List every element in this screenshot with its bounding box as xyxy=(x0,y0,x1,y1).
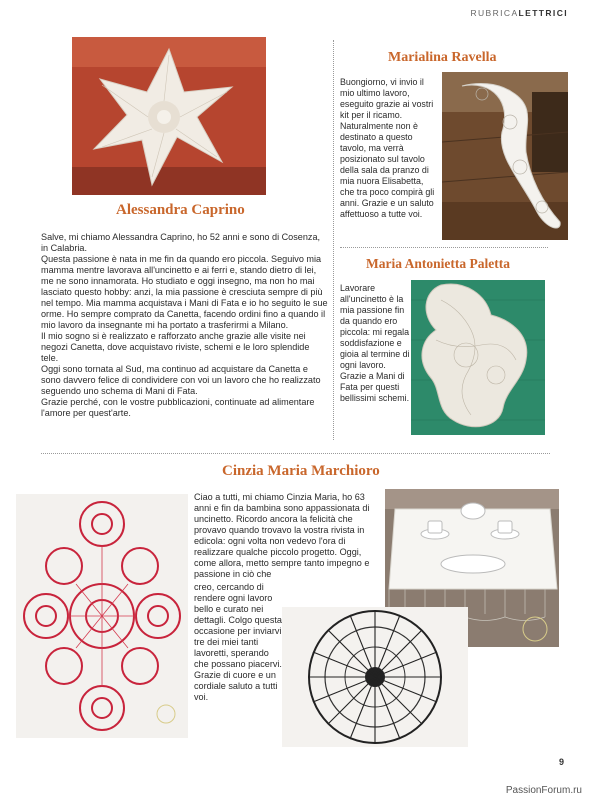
letter-caprino-p2: Questa passione è nata in me fin da quando ero piccola. Seguivo mia mamma mentre lavorava all'uncinetto e ai ferri e, stando dietro di lei, me ne sono innamorata. Ho studiato e oggi insegno, ma non ho mai lasciato questo hobby: anzi, la mia passione è cresciuta sempre di più nel tempo. Mia mamma acquistava i Mani di Fata e io ho seguito le sue orme. Ho sempre comprato da Canetta, facendo ordini fino a quando il mio lavoro da insegnante mi ha portato a trasferirmi a Milano. xyxy=(41,254,328,330)
footer-watermark: PassionForum.ru xyxy=(505,785,582,796)
rubrica-label-bold: LETTRICI xyxy=(518,8,568,18)
column-divider xyxy=(333,40,334,440)
letter-caprino-p3: Il mio sogno si è realizzato e rafforzato anche grazie alle visite nei negozi Canetta, dove acquistavo riviste, schemi e le loro splendide tele. xyxy=(41,331,310,363)
rubrica-label-light: RUBRICA xyxy=(470,8,519,18)
photo-star-doily xyxy=(72,37,266,195)
photo-black-doily xyxy=(282,607,468,747)
author-name-caprino: Alessandra Caprino xyxy=(116,202,245,218)
letter-paletta: Lavorare all'uncinetto è la mia passione fin da quando ero piccola: mi regala soddisfazione e gioia al termine di ogni lavoro. Grazie a Mani di Fata per questi bellissimi schemi. xyxy=(340,283,410,403)
author-name-ravella: Marialina Ravella xyxy=(388,50,497,65)
letter-marchioro-top: Ciao a tutti, mi chiamo Cinzia Maria, ho 63 anni e fin da bambina sono appassionata di uncinetto. Ricordo ancora la felicità che provavo quando trovavo la vostra rivista in edicola: ogni volta non vedevo l'ora di realizzare qualche piccolo progetto. Oggi, come allora, metto sempre tanto impegno e passione in ciò che xyxy=(194,492,370,579)
photo-filet-doily xyxy=(411,280,545,435)
letter-caprino-p1: Salve, mi chiamo Alessandra Caprino, ho 52 anni e sono di Cosenza, in Calabria. xyxy=(41,232,321,253)
page-number: 9 xyxy=(558,757,564,767)
letter-marchioro-narrow: creo, cercando di rendere ogni lavoro bello e curato nei dettagli. Colgo questa occasione per inviarvi tre dei miei tanti lavoretti, sperando che possano piacervi. Grazie di cuore e un cordiale saluto a tutti voi. xyxy=(194,582,282,702)
rubrica-header xyxy=(470,8,568,18)
letter-ravella: Buongiorno, vi invio il mio ultimo lavoro, eseguito grazie ai vostri kit per il ricamo. Naturalmente non è destinato a questo tavolo, ma verrà posizionato sul tavolo della sala da pranzo di mia nuora Elisabetta, che tra poco compirà gli anni. Grazie e un saluto affettuoso a tutte voi. xyxy=(340,77,435,219)
author-name-paletta: Maria Antonietta Paletta xyxy=(366,256,510,271)
photo-table-runner xyxy=(442,72,568,240)
section-divider-full xyxy=(41,453,550,454)
letter-caprino xyxy=(41,232,329,419)
section-divider-right xyxy=(340,247,548,248)
photo-red-crochet xyxy=(16,494,188,738)
author-name-marchioro: Cinzia Maria Marchioro xyxy=(222,463,380,479)
letter-caprino-p5: Grazie perché, con le vostre pubblicazioni, continuate ad alimentare l'amore per quest'arte. xyxy=(41,397,315,418)
letter-caprino-p4: Oggi sono tornata al Sud, ma continuo ad acquistare da Canetta e sono davvero felice di condividere con voi un lavoro che ho realizzato seguendo uno schema di Mani di Fata. xyxy=(41,364,321,396)
